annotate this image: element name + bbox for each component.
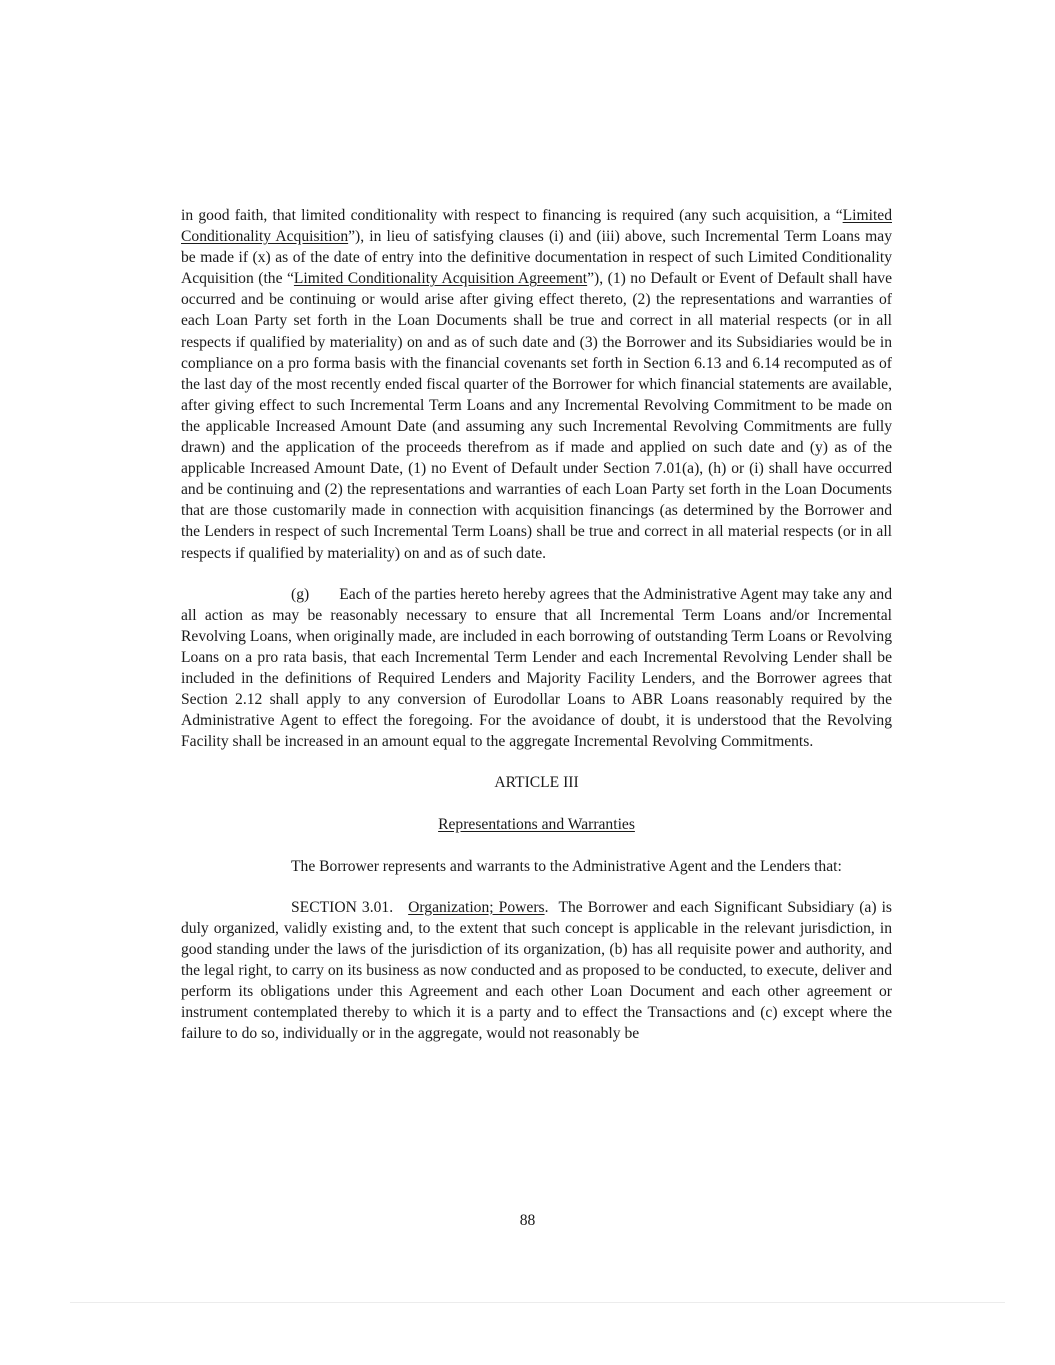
article-number: ARTICLE III	[494, 774, 579, 792]
page-number: 88	[519, 1212, 536, 1229]
defined-term: Limited Conditionality Acquisition Agreement	[293, 270, 588, 288]
defined-term: Conditionality Acquisition	[181, 228, 349, 246]
paragraph-g	[181, 584, 892, 753]
clause-text: Each of the parties hereto hereby agrees that the Administrative Agent may take any and all action as may be reasonably necessary to ensure that all Incremental Term Loans and/or Incremental Revolving Loans, when originally made, are included in each borrowing of outstanding Term Loans or Revolving Loans on a pro rata basis, that each Incremental Term Lender and each Incremental Revolving Lender shall be included in the definitions of Required Lenders and Majority Facility Lenders, and the Borrower agrees that Section 2.12 shall apply to any conversion of Eurodollar Loans to ABR Loans reasonably required by the Administrative Agent to effect the foregoing. For the avoidance of doubt, it is understood that the Revolving Facility shall be increased in an amount equal to the aggregate Incremental Revolving Commitments.	[181, 585, 892, 751]
scan-edge-divider	[70, 1302, 1005, 1303]
paragraph-continuation	[181, 205, 892, 564]
article-intro: The Borrower represents and warrants to the Administrative Agent and the Lenders that:	[291, 857, 842, 875]
document-body	[181, 205, 892, 1044]
section-label: SECTION 3.01.	[291, 898, 394, 916]
text-run: in good faith, that limited conditionality with respect to financing is required (any such acquisition, a “	[181, 207, 843, 224]
section-3-01	[181, 897, 892, 1045]
section-heading-period: .	[544, 898, 549, 916]
defined-term: Limited	[842, 207, 892, 224]
clause-label: (g)	[291, 585, 310, 603]
article-title-text: Representations and Warranties	[438, 816, 635, 834]
article-title	[181, 814, 892, 835]
text-run: ”), (1) no Default or Event of Default shall have occurred and be continuing or would arise after giving effect thereto, (2) the representations and warranties of each Loan Party set forth in the Loan Documents shall be true and correct in all material respects (or in all respects if qualified by materiality) on and as of such date and (3) the Borrower and its Subsidiaries would be in compliance on a pro forma basis with the financial covenants set forth in Section 6.13 and 6.14 recomputed as of the last day of the most recently ended fiscal quarter of the Borrower for which financial statements are available, after giving effect to such Incremental Term Loans and any Incremental Revolving Commitment to be made on the applicable Increased Amount Date (and assuming any such Incremental Revolving Commitments are fully drawn) and the application of the proceeds therefrom as if made and applied on such date and (y) as of the applicable Increased Amount Date, (1) no Event of Default under Section 7.01(a), (h) or (i) shall have occurred and be continuing and (2) the representations and warranties of each Loan Party set forth in the Loan Documents that are those customarily made in connection with acquisition financings (as determined by the Borrower and the Lenders in respect of such Incremental Term Loans) shall be true and correct in all material respects (or in all respects if qualified by materiality) on and as of such date.	[181, 270, 893, 562]
section-heading: Organization; Powers	[408, 898, 545, 916]
section-text: The Borrower and each Significant Subsidiary (a) is duly organized, validly existing and, to the extent that such concept is applicable in the relevant jurisdiction, in good standing under the laws of the jurisdiction of its organization, (b) has all requisite power and authority, and the legal right, to carry on its business as now conducted and as proposed to be conducted, to execute, deliver and perform its obligations under this Agreement and each other Loan Document and each other agreement or instrument contemplated thereby to which it is a party and to effect the Transactions and (c) except where the failure to do so, individually or in the aggregate, would not reasonably be	[181, 898, 892, 1043]
text-run: ”), in lieu of satisfying clauses (i) and (iii) above, such Incremental Term Loans may be made if (x) as of the date of entry into the definitive documentation in respect of such Limited Conditionality Acquisition (the “	[181, 228, 893, 288]
